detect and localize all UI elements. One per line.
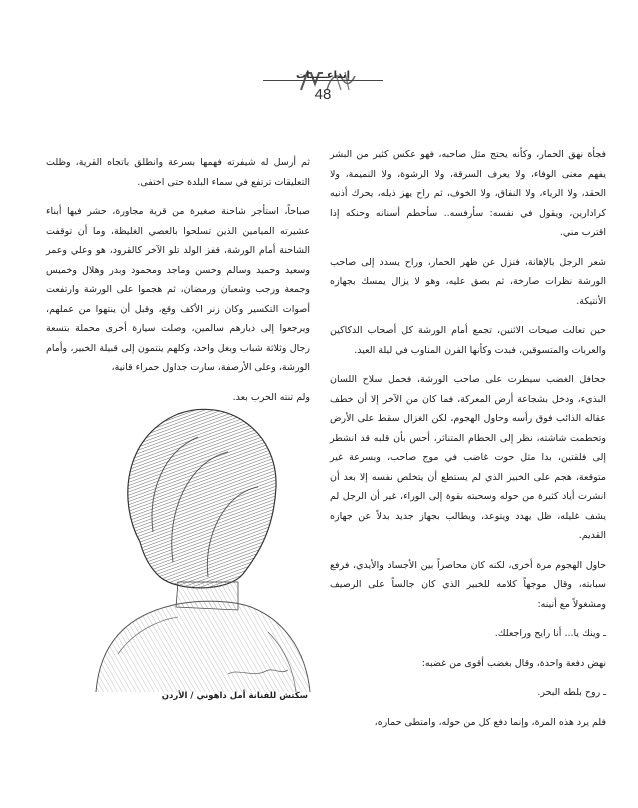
paragraph: فلم يرد هذه المرة، وإنما دفع كل من حوله، وامتطى حماره،	[374, 716, 606, 728]
paragraph: نهض دفعة واحدة، وقال بغضب أقوى من غضبه:	[421, 657, 606, 669]
paragraph: فجأة نهق الحمار، وكأنه يحتج مثل صاحبه، فهو عكس كثير من البشر يفهم معنى الوفاء، ولا يعرف السرقة، ولا الرشوة، ولا النميمة، ولا الحقد، ولا الرياء، ولا النفاق، ولا الخوف، ثم راح يهز ذيله، يحرك أذنيه كرادارين، ويقول في نفسه: سأرفسه.. سأحطم أسنانه وحنكه إذا اقترب مني.	[330, 149, 606, 238]
paragraph: ثم أرسل له شيفرته فهمها بسرعة وانطلق باتجاه القرية، وظلت التعليقات ترتفع في سماء البلدة حتى اختفى.	[46, 157, 310, 188]
paragraph: حين تعالت صيحات الاثنين، تجمع أمام الورشة كل أصحاب الدكاكين والعربات والمتسوقين، فبدت وكأنها الفرن المناوب في ليلة العيد.	[330, 325, 606, 356]
paragraph: صباحاً، استأجر شاحنة صغيرة من قرية مجاورة، حشر فيها أبناء عشيرته الميامين الذين تسلحوا بالعصي الغليظة، وما أن توقفت الشاحنة أمام الورشة، قفز الولد تلو الآخر كالقرود، هو وعلي وعمر وسعيد وحميد وسالم وحسن وماجد ومحمود وبدر وهلال وخميس وجمعة ورجب وشعبان ورمضان، ثم هجموا على الورشة وارتفعت أصوات التكسير وكان زنر الأكف وقع، وقبل أن ينتهوا من عملهم، ويرجعوا إلى ديارهم سالمين، وصلت سيارة أخرى محملة بتسعة رجال وثلاثة شباب وبغل واحد، وكلهم ينتمون إلى قبيلة الخبير، وأمام الورشة، وعلى الأرصفة، سارت جداول حمراء قانية،	[46, 206, 310, 373]
paragraph: شعر الرجل بالإهانة، فنزل عن ظهر الحمار، وراح يسدد إلى صاحب الورشة نظرات صارخة، ثم بصق عليه، وهو لا يزال يمسك بجهازه الأنتيكة.	[330, 256, 606, 307]
page-number: 48	[314, 86, 332, 103]
right-text-column	[330, 145, 606, 742]
paragraph: ولم تنته الحرب بعد.	[232, 391, 310, 403]
paragraph: ـ وينك يا... أنا رايح وراجعلك.	[494, 628, 606, 639]
paragraph: جحافل الغضب سيطرت على صاحب الورشة، فحمل سلاح اللسان البذيء، ودخل بشجاعة أرض المعركة، فما كان من الآخر إلا أن خطف عقاله الذائب فوق رأسه وحاول الهجوم، لكن الغزال سقط على الأرض وتحطمت شاشته، نظر إلى الحطام المتناثر، أحس بأن قلبه قد انشطر إلى فلقتين، بدا مثل حوت غاضب في موج صاحب، وبسرعة غير متوقعة، هجم على الخبير الذي لم يستطع أن يتخلص نفسه إلا بعد أن انشرت أياد كثيرة من حوله وسحبته بقوة إلى الوراء، غير أن الرجل لم يشف غليله، ظل يهدد ويتوعد، ويطالب بجهاز جديد بدلاً عن جهازه القديم.	[330, 374, 606, 541]
left-text-column	[46, 153, 310, 417]
paragraph: ـ روح بلطه البحر.	[537, 687, 606, 698]
pencil-sketch-portrait	[78, 392, 318, 692]
sketch-caption: سكتش للفنانة أمل داهوني / الأردن	[161, 691, 308, 701]
section-title: إبداعـــــات	[295, 70, 351, 81]
paragraph: حاول الهجوم مرة أخرى، لكنه كان محاصراً بين الأجساد والأيدي، فرفع سبابته، وقال موجهاً كلامه للخبير الذي كان جالساً على الرصيف ومشغولاً مع أنينه:	[330, 559, 606, 610]
page-header	[263, 70, 383, 110]
